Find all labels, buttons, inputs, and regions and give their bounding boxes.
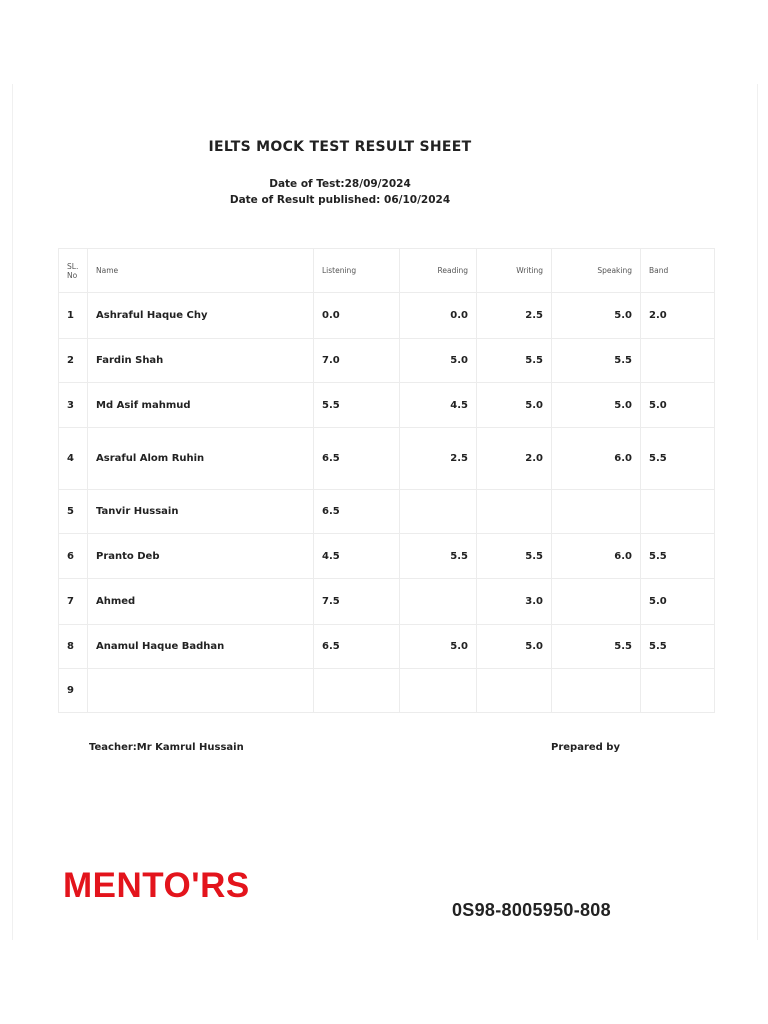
cell-sl: 9 (59, 669, 88, 713)
table-row (59, 534, 715, 579)
cell-name: Pranto Deb (88, 534, 314, 579)
page-title: IELTS MOCK TEST RESULT SHEET (208, 139, 472, 155)
cell-sl: 4 (59, 428, 88, 490)
cell-band: 5.5 (641, 625, 715, 669)
cell-speaking: 5.0 (552, 293, 641, 339)
cell-sl: 5 (59, 490, 88, 534)
col-header-sl: SL. No (59, 249, 88, 293)
cell-name: Tanvir Hussain (88, 490, 314, 534)
cell-speaking: 6.0 (552, 428, 641, 490)
cell-band (641, 669, 715, 713)
cell-listening: 7.0 (314, 339, 400, 383)
date-of-test: Date of Test:28/09/2024 (269, 178, 411, 190)
phone-number: 0S98-8005950-808 (452, 900, 611, 920)
col-header-listening: Listening (314, 249, 400, 293)
cell-listening: 5.5 (314, 383, 400, 428)
table-row (59, 625, 715, 669)
cell-reading: 0.0 (400, 293, 477, 339)
cell-band: 2.0 (641, 293, 715, 339)
cell-writing (477, 669, 552, 713)
cell-listening: 0.0 (314, 293, 400, 339)
cell-reading (400, 669, 477, 713)
cell-name: Fardin Shah (88, 339, 314, 383)
cell-speaking: 5.5 (552, 339, 641, 383)
cell-writing: 5.0 (477, 625, 552, 669)
results-table (58, 248, 715, 713)
table-row (59, 579, 715, 625)
cell-sl: 1 (59, 293, 88, 339)
cell-writing: 3.0 (477, 579, 552, 625)
col-header-name: Name (88, 249, 314, 293)
cell-reading: 4.5 (400, 383, 477, 428)
cell-listening: 6.5 (314, 625, 400, 669)
cell-reading: 2.5 (400, 428, 477, 490)
table-header-row (59, 249, 715, 293)
date-of-result: Date of Result published: 06/10/2024 (229, 194, 451, 206)
cell-name: Md Asif mahmud (88, 383, 314, 428)
cell-writing: 2.0 (477, 428, 552, 490)
cell-band: 5.5 (641, 534, 715, 579)
cell-name: Ahmed (88, 579, 314, 625)
table-row (59, 428, 715, 490)
cell-sl: 7 (59, 579, 88, 625)
cell-band (641, 490, 715, 534)
cell-speaking (552, 490, 641, 534)
cell-band: 5.0 (641, 579, 715, 625)
table-row (59, 490, 715, 534)
cell-reading (400, 490, 477, 534)
table-row (59, 293, 715, 339)
cell-sl: 6 (59, 534, 88, 579)
cell-listening: 6.5 (314, 428, 400, 490)
mentors-logo: MENTO'RS (63, 866, 250, 905)
cell-speaking: 5.0 (552, 383, 641, 428)
cell-speaking: 5.5 (552, 625, 641, 669)
cell-band: 5.5 (641, 428, 715, 490)
col-header-band: Band (641, 249, 715, 293)
cell-sl: 2 (59, 339, 88, 383)
cell-writing: 5.5 (477, 534, 552, 579)
cell-name: Anamul Haque Badhan (88, 625, 314, 669)
dates-block (0, 176, 680, 208)
cell-name: Ashraful Haque Chy (88, 293, 314, 339)
cell-reading: 5.5 (400, 534, 477, 579)
cell-listening: 7.5 (314, 579, 400, 625)
cell-writing: 5.0 (477, 383, 552, 428)
cell-band (641, 339, 715, 383)
cell-writing (477, 490, 552, 534)
cell-sl: 8 (59, 625, 88, 669)
cell-speaking: 6.0 (552, 534, 641, 579)
cell-speaking (552, 579, 641, 625)
col-header-reading: Reading (400, 249, 477, 293)
cell-listening: 6.5 (314, 490, 400, 534)
cell-name (88, 669, 314, 713)
cell-listening (314, 669, 400, 713)
cell-name: Asraful Alom Ruhin (88, 428, 314, 490)
table-row (59, 669, 715, 713)
cell-speaking (552, 669, 641, 713)
prepared-by-label: Prepared by (551, 742, 620, 753)
col-header-writing: Writing (477, 249, 552, 293)
cell-listening: 4.5 (314, 534, 400, 579)
table-row (59, 383, 715, 428)
cell-writing: 5.5 (477, 339, 552, 383)
cell-reading: 5.0 (400, 339, 477, 383)
cell-sl: 3 (59, 383, 88, 428)
cell-band: 5.0 (641, 383, 715, 428)
cell-reading (400, 579, 477, 625)
cell-writing: 2.5 (477, 293, 552, 339)
table-row (59, 339, 715, 383)
col-header-speaking: Speaking (552, 249, 641, 293)
teacher-label: Teacher:Mr Kamrul Hussain (89, 742, 244, 753)
cell-reading: 5.0 (400, 625, 477, 669)
